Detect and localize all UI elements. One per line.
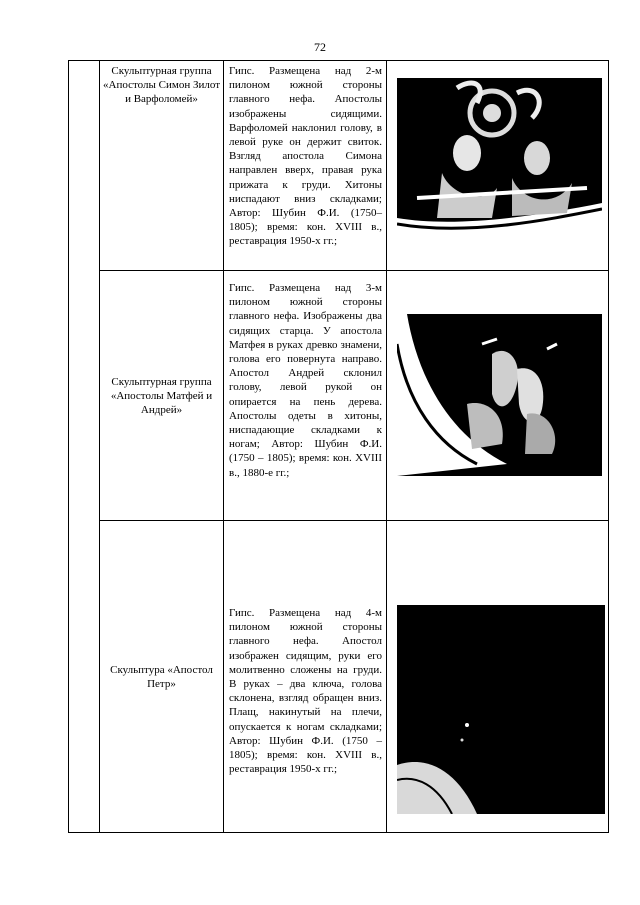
sculpture-description: Гипс. Размещена над 3-м пилоном южной стороны главного нефа. Изображены два сидящих старца. У апостола Матфея в руках древко знамени, голова его повернута направо. Апостол Андрей склонил голову, левой рукой он опирается на пень дерева. Апостолы одеты в хитоны, ниспадающие складками к ногам; Автор: Шубин Ф.И. (1750 – 1805); время: кон. XVIII в., 1880-е гг.;	[229, 282, 382, 479]
sculpture-name: Скульптурная группа «Апостолы Матфей и Андрей»	[110, 375, 213, 416]
number-cell	[69, 61, 100, 833]
name-cell	[100, 61, 224, 271]
sculpture-table	[68, 60, 609, 833]
sculpture-name: Скульптура «Апостол Петр»	[110, 663, 213, 690]
photo-cell	[387, 61, 609, 271]
table-row	[69, 521, 609, 833]
description-cell	[224, 271, 387, 521]
sculpture-photo-simon-bartholomew	[397, 78, 602, 260]
description-cell	[224, 61, 387, 271]
table-row	[69, 271, 609, 521]
sculpture-photo-matthew-andrew	[397, 314, 602, 476]
sculpture-description: Гипс. Размещена над 4-м пилоном южной стороны главного нефа. Апостол изображен сидящим, руки его молитвенно сложены на груди. В руках – два ключа, голова склонена, взгляд обращен вниз. Плащ, накинутый на плечи, опускается к ногам складками; Автор: Шубин Ф.И. (1750 – 1805); время: кон. XVIII в., реставрация 1950-х гг.;	[229, 607, 382, 776]
description-cell	[224, 521, 387, 833]
page-number: 72	[314, 40, 326, 54]
name-cell	[100, 521, 224, 833]
sculpture-photo-peter	[397, 605, 605, 814]
sculpture-description: Гипс. Размещена над 2-м пилоном южной стороны главного нефа. Апостолы изображены сидящими. Варфоломей наклонил голову, в левой руке он держит свиток. Взгляд апостола Симона направлен вверх, правая рука прижата к груди. Хитоны ниспадают вниз складками; Автор: Шубин Ф.И. (1750–1805); время: кон. XVIII в., реставрация 1950-х гг.;	[229, 65, 382, 248]
sculpture-name: Скульптурная группа «Апостолы Симон Зилот и Варфоломей»	[103, 65, 221, 105]
photo-cell	[387, 521, 609, 833]
name-cell	[100, 271, 224, 521]
table-row	[69, 61, 609, 271]
photo-cell	[387, 271, 609, 521]
